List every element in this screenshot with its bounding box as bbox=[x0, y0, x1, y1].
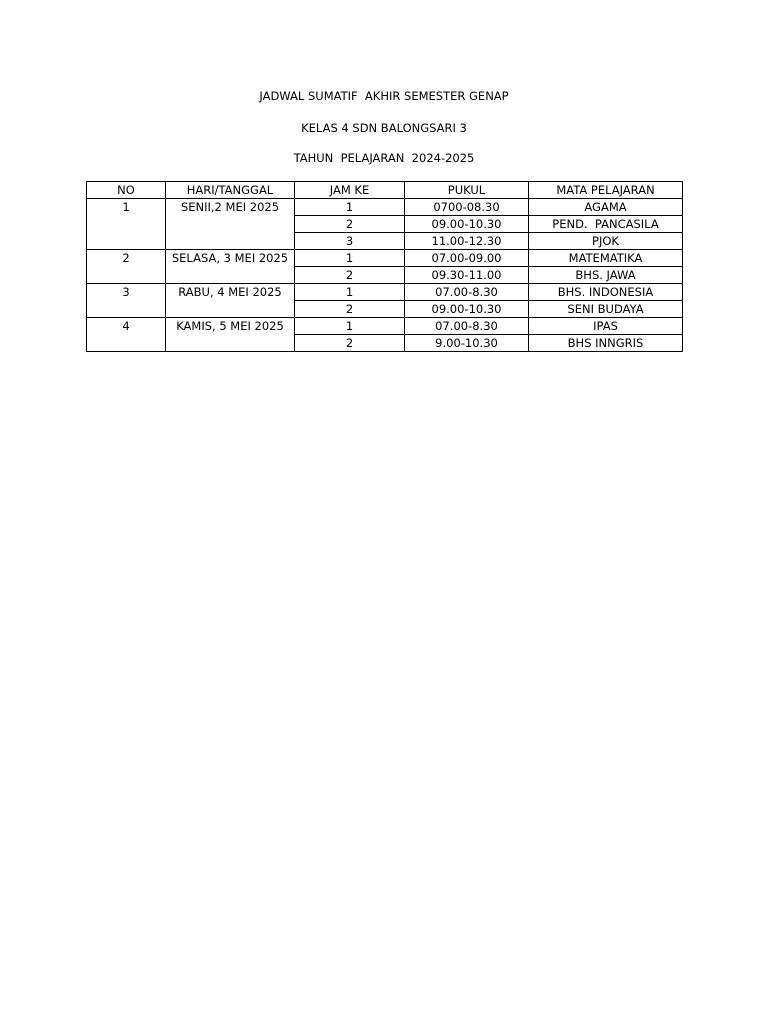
day-date: RABU, 4 MEI 2025 bbox=[166, 284, 295, 318]
document-title: JADWAL SUMATIF AKHIR SEMESTER GENAP bbox=[259, 89, 509, 103]
session-time: 0700-08.30 bbox=[405, 199, 529, 216]
session-subject: BHS. INDONESIA bbox=[529, 284, 683, 301]
session-number: 2 bbox=[295, 301, 405, 318]
session-time: 09.00-10.30 bbox=[405, 301, 529, 318]
day-date: KAMIS, 5 MEI 2025 bbox=[166, 318, 295, 352]
table-row bbox=[87, 199, 683, 216]
day-number: 1 bbox=[87, 199, 166, 250]
session-number: 2 bbox=[295, 267, 405, 284]
session-subject: SENI BUDAYA bbox=[529, 301, 683, 318]
schedule-table bbox=[86, 181, 683, 352]
session-subject: BHS. JAWA bbox=[529, 267, 683, 284]
header-session: JAM KE bbox=[295, 182, 405, 199]
session-time: 9.00-10.30 bbox=[405, 335, 529, 352]
session-number: 2 bbox=[295, 335, 405, 352]
day-date: SELASA, 3 MEI 2025 bbox=[166, 250, 295, 284]
session-number: 1 bbox=[295, 318, 405, 335]
session-number: 1 bbox=[295, 284, 405, 301]
table-row bbox=[87, 284, 683, 301]
session-subject: PEND. PANCASILA bbox=[529, 216, 683, 233]
table-row bbox=[87, 250, 683, 267]
session-time: 07.00-8.30 bbox=[405, 284, 529, 301]
session-number: 2 bbox=[295, 216, 405, 233]
day-date: SENII,2 MEI 2025 bbox=[166, 199, 295, 250]
session-time: 11.00-12.30 bbox=[405, 233, 529, 250]
day-number: 4 bbox=[87, 318, 166, 352]
session-subject: IPAS bbox=[529, 318, 683, 335]
session-number: 3 bbox=[295, 233, 405, 250]
header-subject: MATA PELAJARAN bbox=[529, 182, 683, 199]
session-time: 09.00-10.30 bbox=[405, 216, 529, 233]
class-line: KELAS 4 SDN BALONGSARI 3 bbox=[301, 121, 467, 135]
header-no: NO bbox=[87, 182, 166, 199]
session-subject: AGAMA bbox=[529, 199, 683, 216]
table-row bbox=[87, 318, 683, 335]
session-subject: PJOK bbox=[529, 233, 683, 250]
session-time: 07.00-8.30 bbox=[405, 318, 529, 335]
day-number: 2 bbox=[87, 250, 166, 284]
academic-year-line: TAHUN PELAJARAN 2024-2025 bbox=[293, 151, 475, 165]
header-date: HARI/TANGGAL bbox=[166, 182, 295, 199]
session-number: 1 bbox=[295, 250, 405, 267]
header-time: PUKUL bbox=[405, 182, 529, 199]
session-subject: BHS INNGRIS bbox=[529, 335, 683, 352]
session-number: 1 bbox=[295, 199, 405, 216]
session-time: 09.30-11.00 bbox=[405, 267, 529, 284]
session-subject: MATEMATIKA bbox=[529, 250, 683, 267]
day-number: 3 bbox=[87, 284, 166, 318]
session-time: 07.00-09.00 bbox=[405, 250, 529, 267]
table-header-row bbox=[87, 182, 683, 199]
